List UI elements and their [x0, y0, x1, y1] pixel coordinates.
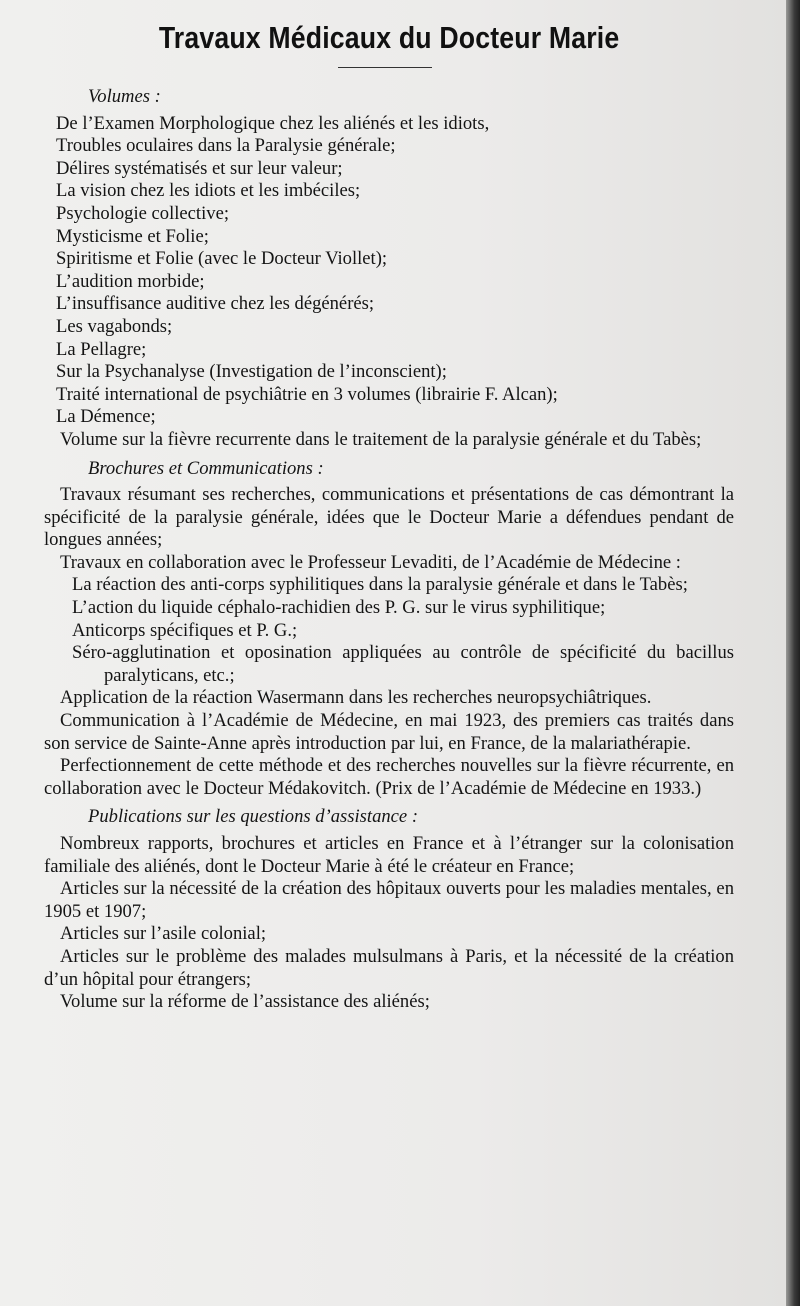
volume-item: Délires systématisés et sur leur valeur; — [56, 157, 343, 179]
volume-item: L’audition morbide; — [56, 270, 205, 292]
brochure-subitem: Séro-agglutination et oposination appliquées au contrôle de spécificité du bacillus paralyticans, etc.; — [72, 642, 734, 686]
volume-item: Les vagabonds; — [56, 315, 173, 337]
brochure-subitem: Anticorps spécifiques et P. G.; — [72, 619, 298, 641]
volume-item: L’insuffisance auditive chez les dégénérés; — [56, 293, 375, 315]
assistance-paragraph: Articles sur l’asile colonial; — [60, 923, 267, 945]
volume-item: Traité international de psychiâtrie en 3 volumes (librairie F. Alcan); — [56, 383, 558, 405]
assistance-paragraph: Volume sur la réforme de l’assistance des aliénés; — [60, 991, 430, 1013]
volume-item: Sur la Psychanalyse (Investigation de l’inconscient); — [56, 361, 447, 383]
volume-item: De l’Examen Morphologique chez les aliénés et les idiots, — [56, 112, 490, 134]
brochure-paragraph: Perfectionnement de cette méthode et des recherches nouvelles sur la fièvre récurrente, en collaboration avec le Docteur Médakovitch. (Prix de l’Académie de Médecine en 1933.) — [44, 755, 734, 799]
brochure-paragraph: Application de la réaction Wasermann dans les recherches neuropsychiâtriques. — [60, 687, 652, 709]
brochure-subitem: La réaction des anti-corps syphilitiques dans la paralysie générale et dans le Tabès; — [72, 574, 688, 596]
brochure-subitem: L’action du liquide céphalo-rachidien des P. G. sur le virus syphilitique; — [72, 597, 606, 619]
assistance-paragraph: Articles sur la nécessité de la création des hôpitaux ouverts pour les maladies mentales, en 1905 et 1907; — [44, 878, 734, 922]
assistance-paragraph: Nombreux rapports, brochures et articles en France et à l’étranger sur la colonisation familiale des aliénés, dont le Docteur Marie à été le créateur en France; — [44, 833, 734, 877]
brochure-paragraph: Communication à l’Académie de Médecine, en mai 1923, des premiers cas traités dans son service de Sainte-Anne après introduction par lui, en France, de la malariathérapie. — [44, 710, 734, 754]
volume-item: Mysticisme et Folie; — [56, 225, 209, 247]
document-body — [44, 84, 734, 1014]
assistance-paragraph: Articles sur le problème des malades mulsulmans à Paris, et la nécessité de la création d’un hôpital pour étrangers; — [44, 945, 734, 990]
brochure-paragraph: Travaux résumant ses recherches, communications et présentations de cas démontrant la spécificité de la paralysie générale, idées que le Docteur Marie a défendues pendant de longues années; — [44, 484, 734, 551]
volume-item-last: Volume sur la fièvre recurrente dans le traitement de la paralysie générale et du Tabès; — [60, 428, 702, 450]
volume-item: La vision chez les idiots et les imbéciles; — [56, 180, 361, 202]
page-edge-shadow — [786, 0, 800, 1306]
section-heading-volumes: Volumes : — [88, 86, 161, 107]
title-rule — [338, 67, 432, 68]
section-heading-assistance: Publications sur les questions d’assistance : — [88, 806, 419, 828]
volume-item: Psychologie collective; — [56, 202, 229, 224]
page-title: Travaux Médicaux du Docteur Marie — [158, 20, 620, 55]
volume-item: La Démence; — [56, 406, 156, 428]
section-heading-brochures: Brochures et Communications : — [88, 457, 324, 479]
volume-item: Spiritisme et Folie (avec le Docteur Viollet); — [56, 248, 388, 270]
volume-item: La Pellagre; — [56, 338, 147, 360]
volume-item: Troubles oculaires dans la Paralysie générale; — [56, 135, 396, 157]
brochure-paragraph: Travaux en collaboration avec le Professeur Levaditi, de l’Académie de Médecine : — [60, 551, 681, 573]
